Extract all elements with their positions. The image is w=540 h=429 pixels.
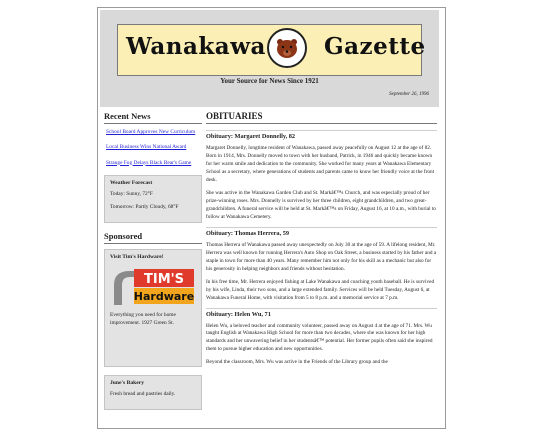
obituary-paragraph: She was active in the Wanakawa Garden Club and St. Markâ€™s Church, and was especially proud of her prize-winning roses. Mrs. Donnelly is survived by her three children, eight grandchildren, and two great-grandchildren. A funeral service will be held at St. Markâ€™s on Friday, August 16, at 10 a.m., with burial to follow at Wanakawa Cemetery. [206, 189, 436, 220]
weather-title: Weather Forecast [110, 179, 153, 186]
news-link-award[interactable]: Local Business Wins National Award [106, 144, 187, 151]
obituary-paragraph: Margaret Donnelly, longtime resident of Wanakawa, passed away peacefully on August 12 at the age of 82. Born in 1914, Mrs. Donnelly moved to town with her husband, Patrick, in 1946 and quickly became known for her warm smile and dedication to the community. She worked for many years at Wanakawa Elementary School as a secretary, where generations of students and parents came to know her friendly voice at the front desk. [206, 145, 435, 183]
sponsored-heading: Sponsored [104, 231, 202, 244]
masthead-title-right: Gazette [324, 33, 426, 60]
news-link-curriculum[interactable]: School Board Approves New Curriculum [106, 129, 196, 135]
main-content [206, 111, 437, 372]
tims-hardware-logo [110, 265, 195, 307]
obituary-paragraph: Thomas Herrera of Wanakawa passed away unexpectedly on July 30 at the age of 59. A lifelong resident, Mr. Herrera was well known for running Herrera's Auto Shop on Oak Street, a business started by his father and a staple in town for more than 40 years. Many remember him not only for his skill as a mechanic but also for his generosity in helping neighbors and friends without hesitation. [206, 241, 437, 272]
ad-title: June's Bakery [110, 380, 145, 387]
obituary-paragraph: Beyond the classroom, Mrs. Wu was active in the Friends of the Library group and the [206, 359, 388, 366]
recent-news-heading: Recent News [104, 111, 202, 124]
obituary-heading: Obituary: Thomas Herrera, 59 [206, 227, 437, 237]
newspaper-page [97, 7, 446, 429]
ad-text: Fresh bread and pastries daily. [110, 391, 176, 398]
masthead-title-left: Wanakawa [126, 33, 266, 60]
ad-tims-hardware[interactable] [104, 249, 202, 367]
weather-tomorrow: Tomorrow: Partly Cloudy, 68°F [110, 204, 179, 211]
weather-box [104, 175, 202, 223]
bear-logo-icon [267, 28, 307, 68]
masthead-banner [117, 24, 426, 76]
ad-title: Visit Tim's Hardware! [110, 254, 164, 261]
masthead [100, 10, 439, 107]
obituary-heading: Obituary: Helen Wu, 71 [206, 308, 437, 318]
tims-logo-top-text: TIM'S [144, 272, 184, 288]
obituary-paragraph: Helen Wu, a beloved teacher and community volunteer, passed away on August 4 at the age of 71. Mrs. Wu taught English at Wanakawa High School for more than two decades, where she was known for her high standards and her unwavering belief in her studentsâ€™ potential. Her former pupils often said she inspired them to pursue higher education and new opportunities. [206, 322, 433, 353]
ad-text: Everything you need for home improvement. 1927 Green St. [110, 312, 176, 326]
obituary-heading: Obituary: Margaret Donnelly, 82 [206, 130, 437, 140]
ad-junes-bakery[interactable] [104, 375, 202, 410]
tims-logo-bottom-text: Hardware [133, 290, 195, 304]
sidebar [104, 111, 202, 418]
issue-date: September 26, 1996 [389, 92, 429, 97]
news-link-fog[interactable]: Strange Fog Delays Black Bear's Game [106, 159, 192, 166]
obituary-paragraph: In his free time, Mr. Herrera enjoyed fishing at Lake Wanakawa and coaching youth baseball. He is survived by his wife, Linda, their two sons, and a large extended family. Services will be held Tuesday, August 6, at Wanakawa Funeral Home, with visitation from 5 to 8 p.m. and a memorial service at 7 p.m. [206, 278, 435, 301]
section-title: OBITUARIES [206, 111, 437, 124]
tagline: Your Source for News Since 1921 [220, 77, 319, 85]
weather-today: Today: Sunny, 72°F [110, 190, 153, 197]
